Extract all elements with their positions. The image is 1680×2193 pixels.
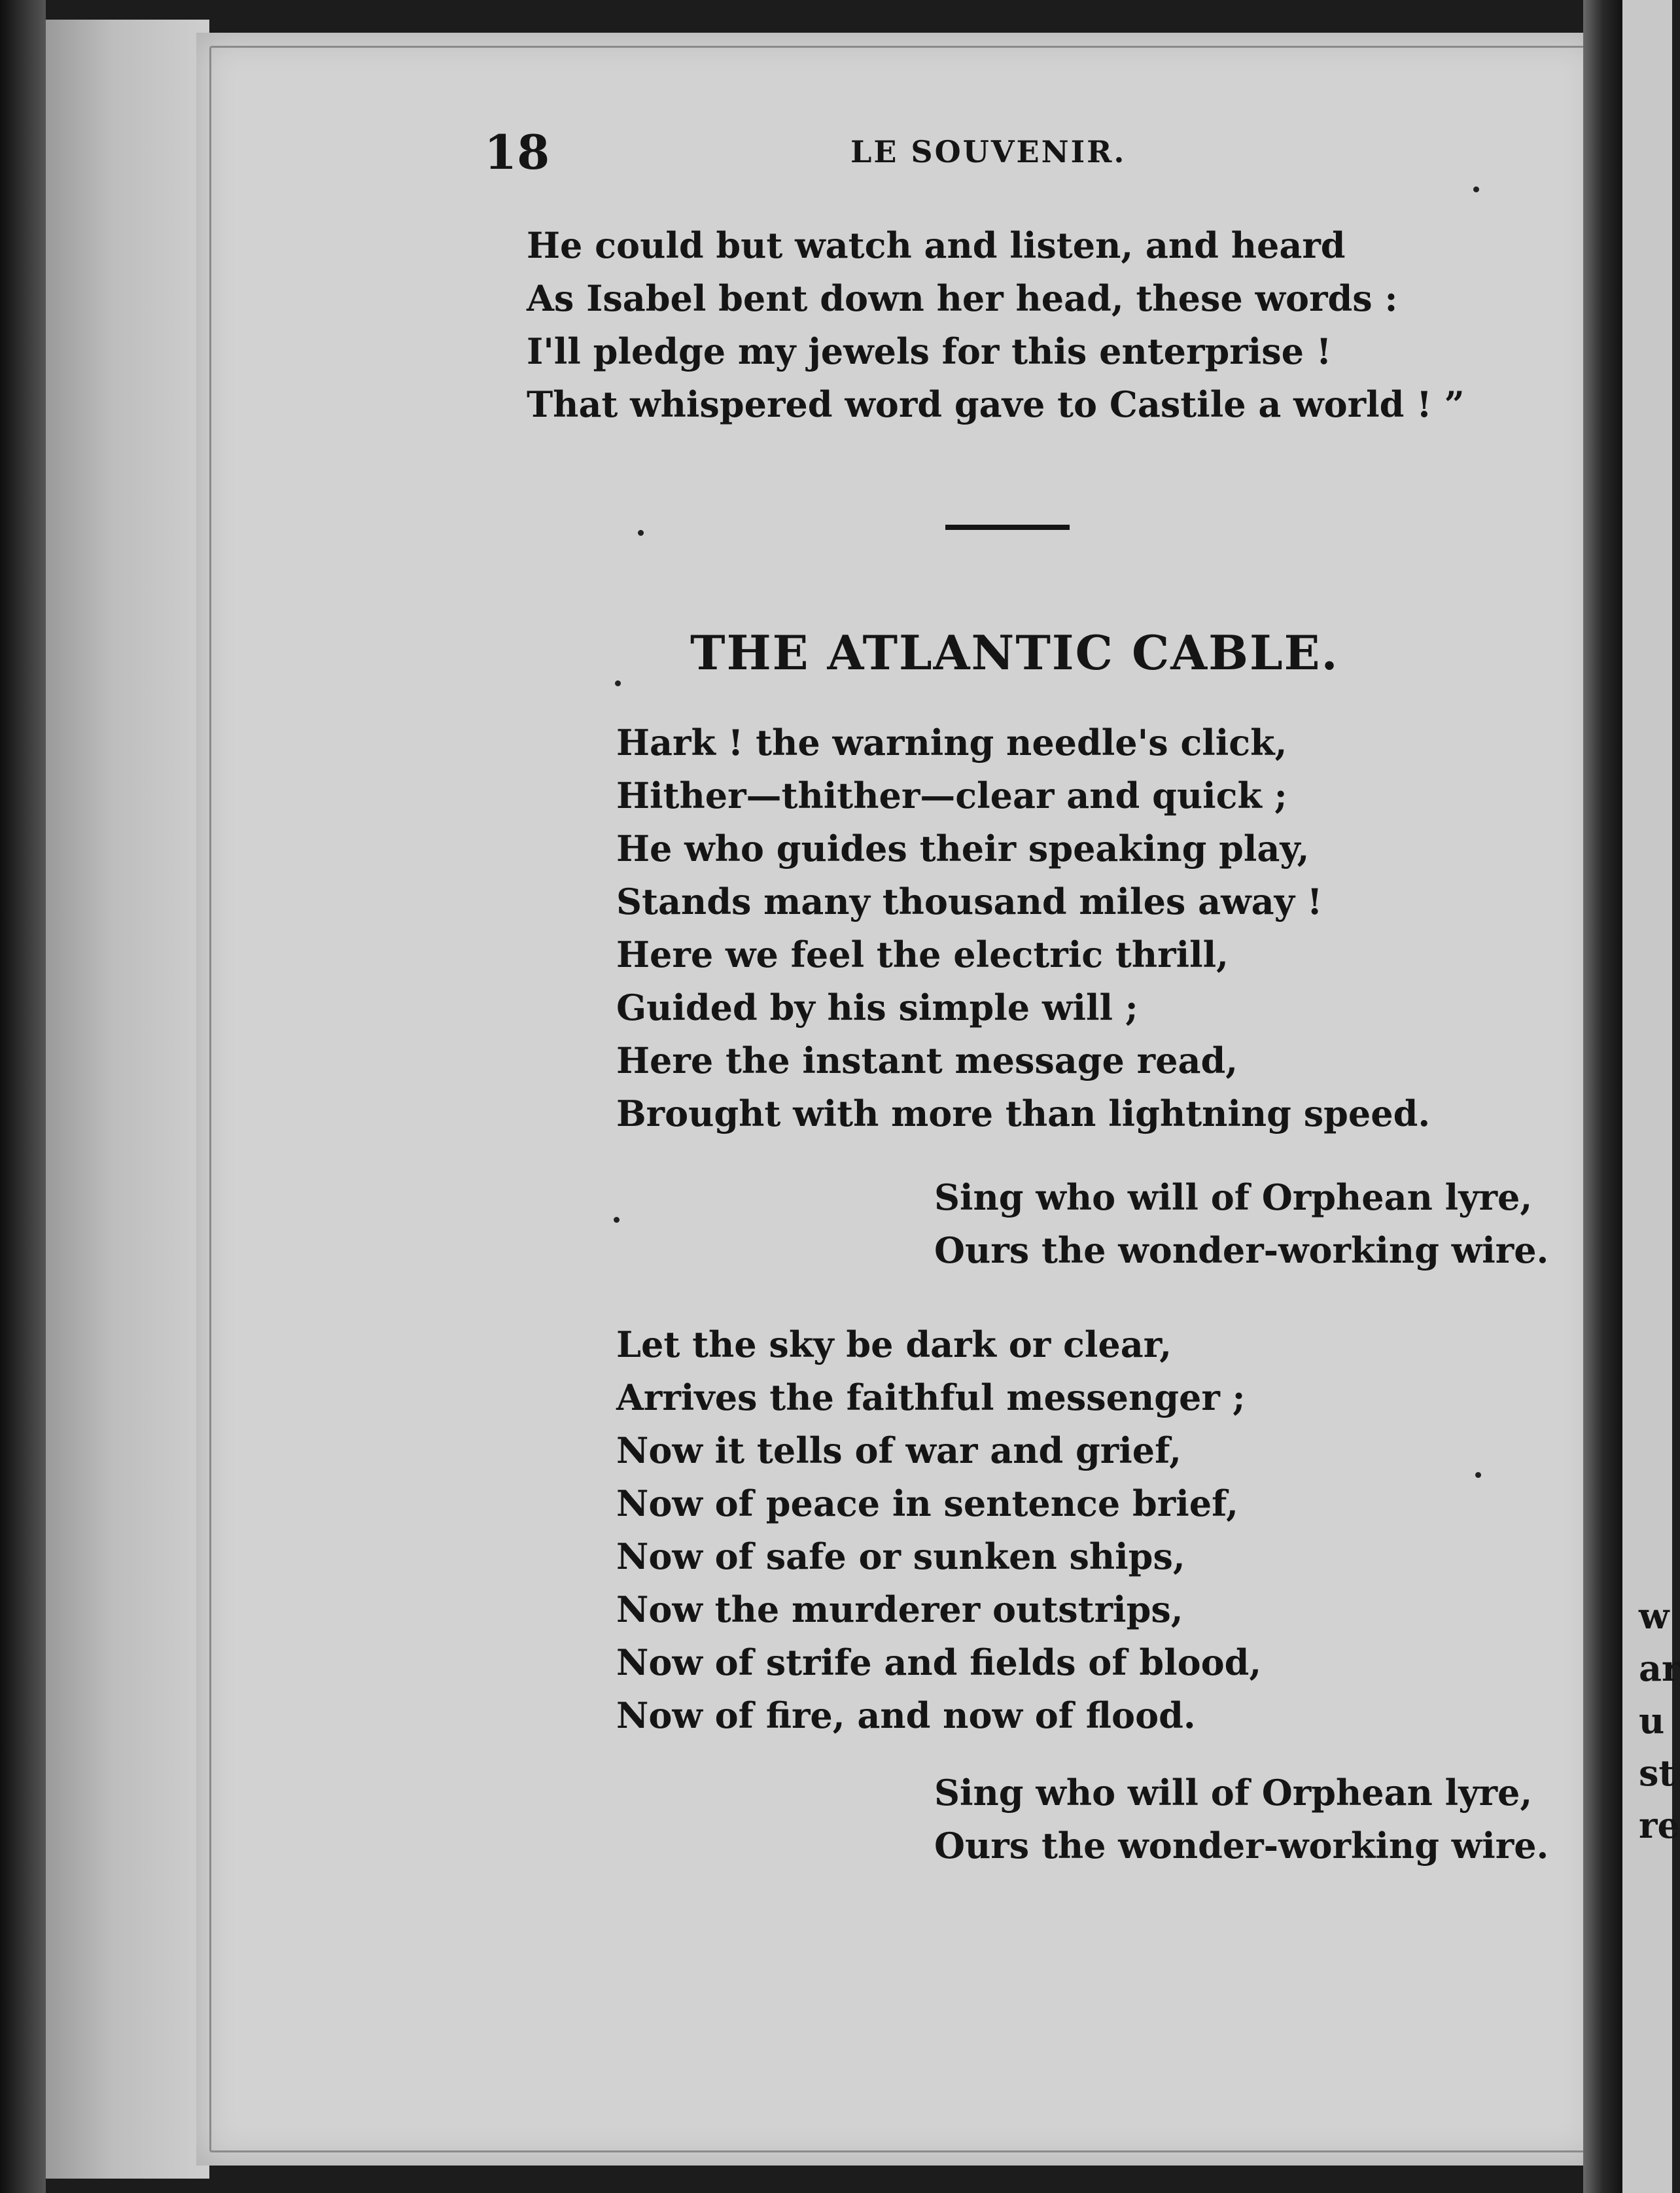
- refrain-line: Ours the wonder-working wire.: [934, 1229, 1549, 1271]
- ink-speck: [614, 1217, 620, 1223]
- poem-line: Stands many thousand miles away !: [616, 881, 1323, 922]
- poem-line: As Isabel bent down her head, these words :: [527, 277, 1398, 319]
- poem-line: He could but watch and listen, and heard: [527, 224, 1346, 266]
- refrain-line: Ours the wonder-working wire.: [934, 1825, 1549, 1867]
- poem-line: Here the instant message read,: [616, 1040, 1238, 1081]
- stanza-1: [616, 716, 1430, 1140]
- fragment-line: re: [1639, 1804, 1680, 1846]
- ink-speck: [638, 530, 644, 536]
- fragment-line: u: [1639, 1700, 1665, 1742]
- poem-line: I'll pledge my jewels for this enterprise !: [527, 330, 1332, 372]
- ink-speck: [615, 680, 621, 686]
- poem-title: THE ATLANTIC CABLE.: [690, 625, 1339, 680]
- book-gutter: [1583, 0, 1622, 2193]
- stanza-2: [616, 1318, 1261, 1742]
- poem-line: Now of peace in sentence brief,: [616, 1482, 1238, 1524]
- fragment-line: st: [1639, 1752, 1675, 1794]
- poem-line: Here we feel the electric thrill,: [616, 934, 1229, 975]
- fragment-line: w: [1639, 1595, 1670, 1637]
- ink-speck: [1475, 1472, 1481, 1478]
- poem-line: Hither—thither—clear and quick ;: [616, 775, 1287, 816]
- poem-line: That whispered word gave to Castile a world ! ”: [527, 383, 1465, 425]
- page-number: 18: [484, 124, 550, 180]
- poem-line: Now it tells of war and grief,: [616, 1430, 1181, 1471]
- poem-line: Hark ! the warning needle's click,: [616, 722, 1287, 763]
- next-page-edge: [1622, 0, 1672, 2193]
- poem-line: Now of safe or sunken ships,: [616, 1535, 1185, 1577]
- fragment-line: ar: [1639, 1647, 1680, 1689]
- preceding-poem-stanza: [527, 219, 1465, 431]
- page-edges: [46, 20, 209, 2179]
- running-head: LE SOUVENIR.: [850, 134, 1127, 169]
- poem-line: Arrives the faithful messenger ;: [616, 1377, 1246, 1418]
- ink-speck: [1473, 186, 1479, 192]
- scan-left-edge: [0, 0, 46, 2193]
- poem-line: Let the sky be dark or clear,: [616, 1324, 1172, 1365]
- poem-line: Guided by his simple will ;: [616, 987, 1138, 1028]
- refrain-2: [934, 1766, 1549, 1872]
- poem-line: Now of strife and fields of blood,: [616, 1641, 1262, 1683]
- section-divider: [945, 525, 1070, 530]
- poem-line: Now of fire, and now of flood.: [616, 1694, 1196, 1736]
- next-page-fragment: [1639, 1590, 1678, 1851]
- refrain-line: Sing who will of Orphean lyre,: [934, 1176, 1533, 1218]
- refrain-line: Sing who will of Orphean lyre,: [934, 1772, 1533, 1814]
- poem-line: Now the murderer outstrips,: [616, 1588, 1183, 1630]
- poem-line: Brought with more than lightning speed.: [616, 1093, 1431, 1134]
- refrain-1: [934, 1171, 1549, 1277]
- poem-line: He who guides their speaking play,: [616, 828, 1310, 869]
